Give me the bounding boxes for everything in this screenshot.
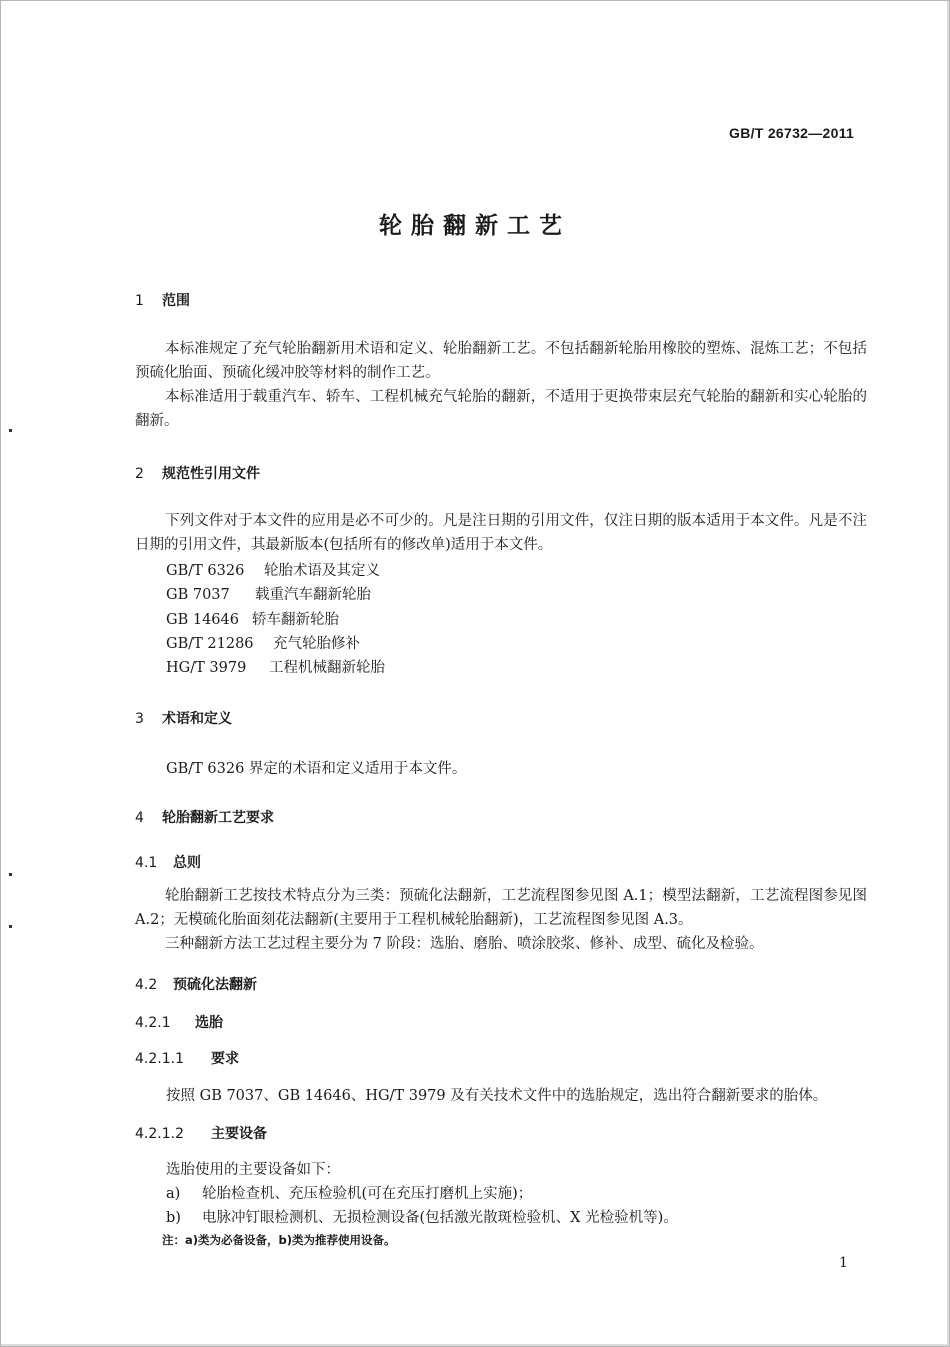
paragraph: 按照 GB 7037、GB 14646、HG/T 3979 及有关技术文件中的选胎规定，选出符合翻新要求的胎体。 [166,1088,828,1104]
reference-item [166,583,371,604]
section-title: 预硫化法翻新 [173,977,257,993]
paragraph: 轮胎翻新工艺按技术特点分为三类：预硫化法翻新，工艺流程图参见图 A.1；模型法翻新，工艺流程图参见图 A.2；无模硫化胎面刻花法翻新(主要用于工程机械轮胎翻新)，工艺流程图参见图 A.3。 [135,888,867,928]
list-item [166,1182,532,1203]
section-title: 术语和定义 [162,711,232,727]
reference-code: GB 14646 [166,612,239,628]
reference-name: 轿车翻新轮胎 [252,612,339,628]
paragraph: 本标准适用于载重汽车、轿车、工程机械充气轮胎的翻新，不适用于更换带束层充气轮胎的翻新和实心轮胎的翻新。 [135,389,867,429]
section-heading [135,463,260,483]
section-number: 4.1 [135,855,158,871]
reference-code: GB/T 21286 [166,636,254,652]
reference-name: 载重汽车翻新轮胎 [255,587,371,603]
section-number: 4.2.1.2 [135,1126,184,1142]
paragraph: GB/T 6326 界定的术语和定义适用于本文件。 [166,761,467,777]
section-body [135,509,867,557]
section-heading [135,290,190,310]
section-number: 4.2.1 [135,1015,171,1031]
subsection-heading [135,852,201,872]
paragraph: 选胎使用的主要设备如下： [166,1162,340,1178]
section-number: 4.2.1.1 [135,1051,184,1067]
reference-name: 充气轮胎修补 [273,636,360,652]
list-text: 电脉冲钉眼检测机、无损检测设备(包括激光散斑检验机、X 光检验机等)。 [202,1210,678,1226]
section-number: 4 [135,810,144,826]
list-label: a) [166,1186,181,1202]
note: 注：a)类为必备设备，b)类为推荐使用设备。 [162,1233,396,1247]
reference-code: GB 7037 [166,587,230,603]
subsection-heading [135,1048,239,1068]
reference-item [166,632,360,653]
reference-item [166,608,339,629]
section-body [135,884,867,956]
section-number: 2 [135,466,144,482]
paragraph: 本标准规定了充气轮胎翻新用术语和定义、轮胎翻新工艺。不包括翻新轮胎用橡胶的塑炼、混炼工艺；不包括预硫化胎面、预硫化缓冲胶等材料的制作工艺。 [135,341,867,381]
subsection-heading [135,1123,267,1143]
section-title: 范围 [162,293,190,309]
reference-name: 轮胎术语及其定义 [264,563,380,579]
section-title: 轮胎翻新工艺要求 [162,810,274,826]
page-number: 1 [839,1255,848,1271]
section-number: 3 [135,711,144,727]
subsection-heading [135,1012,223,1032]
document-title: 轮胎翻新工艺 [379,212,571,238]
scan-speck [9,925,12,928]
scan-speck [9,429,12,432]
reference-code: GB/T 6326 [166,563,245,579]
section-heading [135,708,232,728]
section-title: 主要设备 [211,1126,267,1142]
section-heading [135,807,274,827]
paragraph: 下列文件对于本文件的应用是必不可少的。凡是注日期的引用文件，仅注日期的版本适用于本文件。凡是不注日期的引用文件，其最新版本(包括所有的修改单)适用于本文件。 [135,513,867,553]
subsection-heading [135,974,257,994]
reference-item [166,656,385,677]
section-title: 总则 [173,855,201,871]
list-label: b) [166,1210,181,1226]
section-number: 1 [135,293,144,309]
reference-code: HG/T 3979 [166,660,247,676]
section-title: 要求 [211,1051,239,1067]
standard-code: GB/T 26732—2011 [729,125,855,141]
reference-item [166,559,380,580]
list-text: 轮胎检查机、充压检验机(可在充压打磨机上实施)； [202,1186,533,1202]
paragraph: 三种翻新方法工艺过程主要分为 7 阶段：选胎、磨胎、喷涂胶浆、修补、成型、硫化及检验。 [165,936,764,952]
section-body [135,337,867,433]
section-number: 4.2 [135,977,158,993]
section-title: 选胎 [195,1015,223,1031]
scan-speck [9,873,12,876]
list-item [166,1206,678,1227]
reference-name: 工程机械翻新轮胎 [269,660,385,676]
section-title: 规范性引用文件 [162,466,260,482]
